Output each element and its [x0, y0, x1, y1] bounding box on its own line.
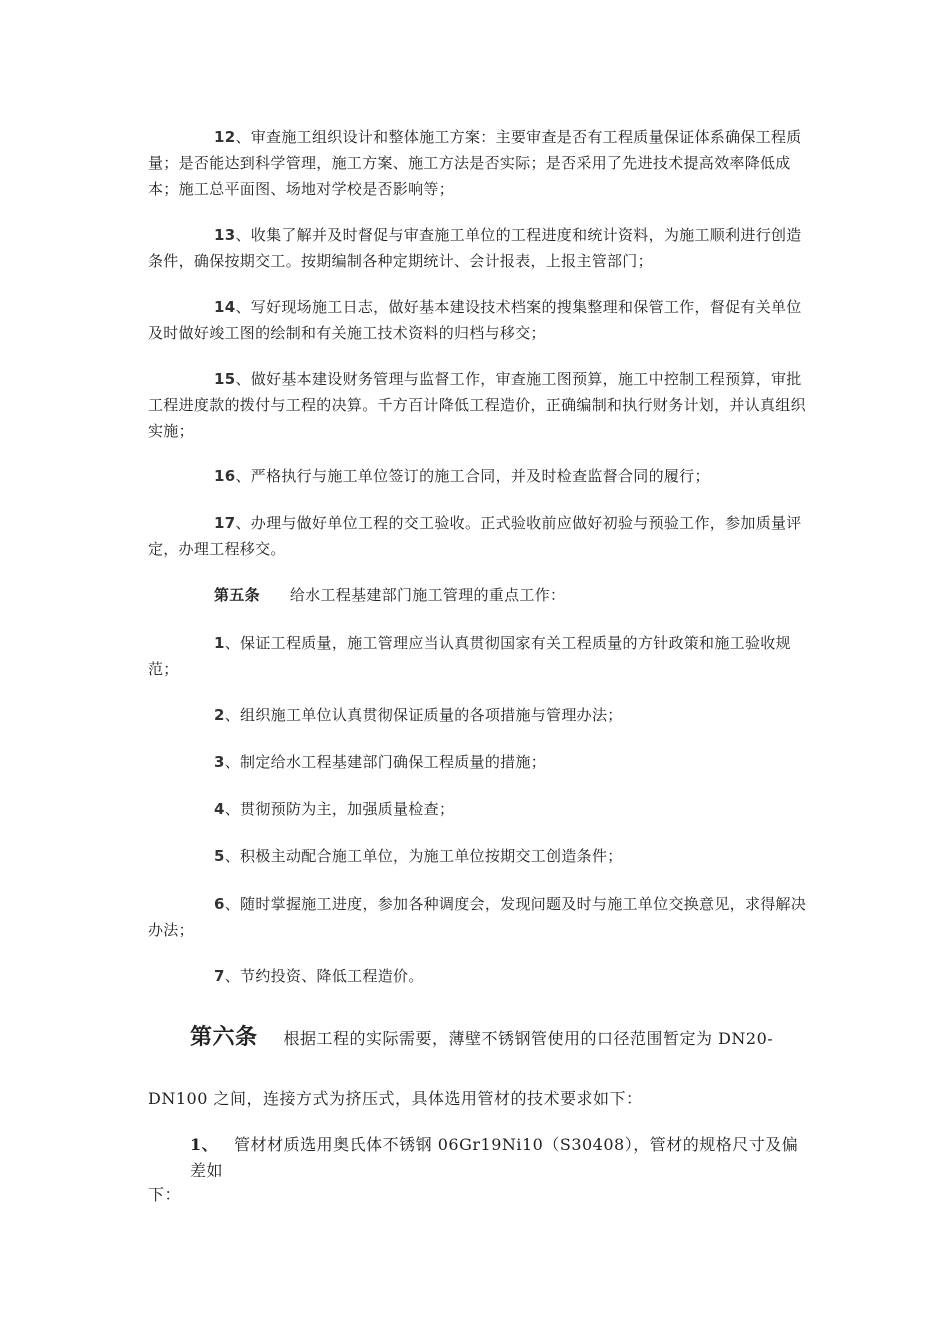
item-14	[148, 294, 808, 346]
article-5-heading: 第五条	[214, 586, 260, 604]
item-text: 、收集了解并及时督促与审查施工单位的工程进度和统计资料，为施工顺利进行创造条件，确保按期交工。按期编制各种定期统计、会计报表，上报主管部门；	[148, 226, 802, 270]
item-number: 17	[214, 514, 236, 532]
point-1	[148, 630, 808, 682]
article-6-text-2: DN100 之间，连接方式为挤压式，具体选用管材的技术要求如下：	[148, 1089, 643, 1108]
point-4	[148, 796, 808, 822]
item-text: 、审查施工组织设计和整体施工方案：主要审查是否有工程质量保证体系确保工程质量；是否能达到科学管理，施工方案、施工方法是否实际；是否采用了先进技术提高效率降低成本；施工总平面图、场地对学校是否影响等；	[148, 128, 802, 198]
point-text: 、贯彻预防为主，加强质量检查；	[224, 800, 455, 818]
point-number: 7	[214, 967, 225, 985]
point-text: 、积极主动配合施工单位，为施工单位按期交工创造条件；	[224, 847, 623, 865]
item-13	[148, 222, 808, 274]
point-6	[148, 891, 808, 943]
point-number: 6	[214, 895, 225, 913]
item-15	[148, 366, 808, 444]
point-7	[148, 963, 808, 989]
item-number: 16	[214, 467, 236, 485]
item-17	[148, 510, 808, 562]
point-5	[148, 843, 808, 869]
item-number: 12	[214, 128, 236, 146]
article-6-heading: 第六条	[190, 1024, 258, 1050]
article-6-item-text-1: 管材材质选用奥氏体不锈钢 06Gr19Ni10（S30408），管材的规格尺寸及偏差如	[190, 1135, 799, 1180]
item-text: 、严格执行与施工单位签订的施工合同，并及时检查监督合同的履行；	[235, 467, 710, 485]
point-text: 、组织施工单位认真贯彻保证质量的各项措施与管理办法；	[224, 706, 623, 724]
point-number: 1	[214, 634, 225, 652]
item-12	[148, 124, 808, 202]
item-16	[148, 463, 808, 489]
point-text: 、随时掌握施工进度，参加各种调度会，发现问题及时与施工单位交换意见，求得解决办法；	[148, 895, 807, 939]
item-text: 、做好基本建设财务管理与监督工作，审查施工图预算，施工中控制工程预算，审批工程进度款的拨付与工程的决算。千方百计降低工程造价，正确编制和执行财务计划，并认真组织实施；	[148, 370, 806, 440]
point-number: 3	[214, 753, 225, 771]
point-text: 、保证工程质量，施工管理应当认真贯彻国家有关工程质量的方针政策和施工验收规范；	[148, 634, 791, 678]
point-number: 2	[214, 706, 225, 724]
article-6-item-1	[148, 1132, 813, 1184]
item-number: 14	[214, 298, 236, 316]
article-5-text: 给水工程基建部门施工管理的重点工作：	[289, 586, 566, 604]
point-2	[148, 702, 808, 728]
point-number: 4	[214, 800, 225, 818]
point-3	[148, 749, 808, 775]
article-6-item-number: 1、	[190, 1135, 219, 1154]
item-text: 、写好现场施工日志，做好基本建设技术档案的搜集整理和保管工作，督促有关单位及时做好竣工图的绘制和有关施工技术资料的归档与移交；	[148, 298, 802, 342]
item-number: 13	[214, 226, 236, 244]
point-number: 5	[214, 847, 225, 865]
article-5	[148, 582, 808, 608]
article-6-item-1-cont	[148, 1182, 813, 1208]
point-text: 、节约投资、降低工程造价。	[224, 967, 424, 985]
point-text: 、制定给水工程基建部门确保工程质量的措施；	[224, 753, 547, 771]
article-6-text-1: 根据工程的实际需要，薄壁不锈钢管使用的口径范围暂定为 DN20-	[283, 1029, 774, 1048]
article-6-line-2	[148, 1086, 813, 1112]
item-text: 、办理与做好单位工程的交工验收。正式验收前应做好初验与预验工作，参加质量评定，办理工程移交。	[148, 514, 802, 558]
article-6-line-1	[148, 1024, 813, 1052]
item-number: 15	[214, 370, 236, 388]
article-6-item-text-2: 下：	[148, 1185, 182, 1204]
